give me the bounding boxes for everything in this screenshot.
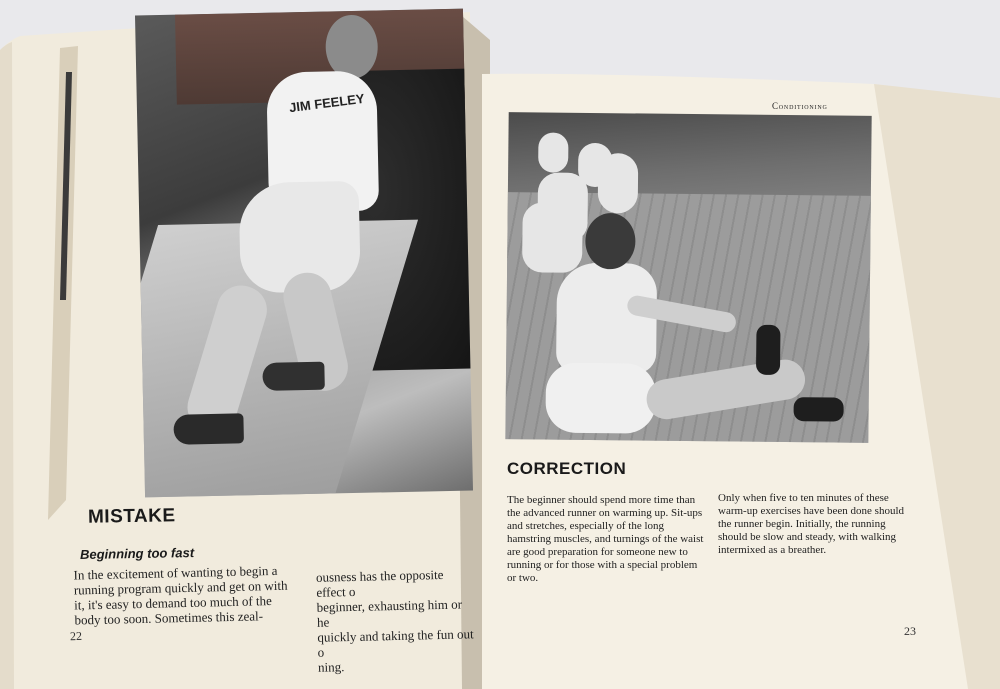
photo-shoe <box>756 325 781 375</box>
photo-background-person <box>598 153 639 213</box>
photo-stretching-class <box>505 112 871 443</box>
page-number-left: 22 <box>69 628 83 644</box>
photo-background-person <box>522 202 583 273</box>
photo-runner-shoe <box>262 362 325 391</box>
running-header: Conditioning <box>772 101 828 111</box>
mistake-subheading: Beginning too fast <box>79 545 195 562</box>
photo-front-person-shorts <box>545 363 656 434</box>
page-number-right: 23 <box>904 624 916 638</box>
photo-shirt-lettering: JIM FEELEY <box>288 90 366 116</box>
mistake-text-column-1: In the excitement of wanting to begin a running program quickly and get on with it, it's easy to demand too much of the body too soon. Sometimes this zeal- <box>73 562 288 628</box>
mistake-text-column-2: ousness has the opposite effect o beginner, exhausting him or he quickly and taking the fun out o ning. <box>315 566 474 675</box>
mistake-heading: MISTAKE <box>87 505 176 528</box>
correction-text-column-2: Only when five to ten minutes of these warm-up exercises have been done should the runner begin. Initially, the running should be slow and steady, with walking intermixed as a breather. <box>718 492 905 556</box>
photo-shoe <box>794 397 844 422</box>
correction-text-column-1: The beginner should spend more time than the advanced runner on warming up. Sit-ups and stretches, especially of the long hamstring muscles, and turnings of the waist are good preparation for someone new to running or for those with a special problem or two. <box>507 494 704 584</box>
photo-runner-on-sidewalk <box>135 9 473 498</box>
photo-front-person-shirt <box>556 263 657 374</box>
correction-heading: CORRECTION <box>507 459 627 478</box>
photo-runner-shoe <box>173 413 244 444</box>
photo-background-person <box>538 132 568 172</box>
